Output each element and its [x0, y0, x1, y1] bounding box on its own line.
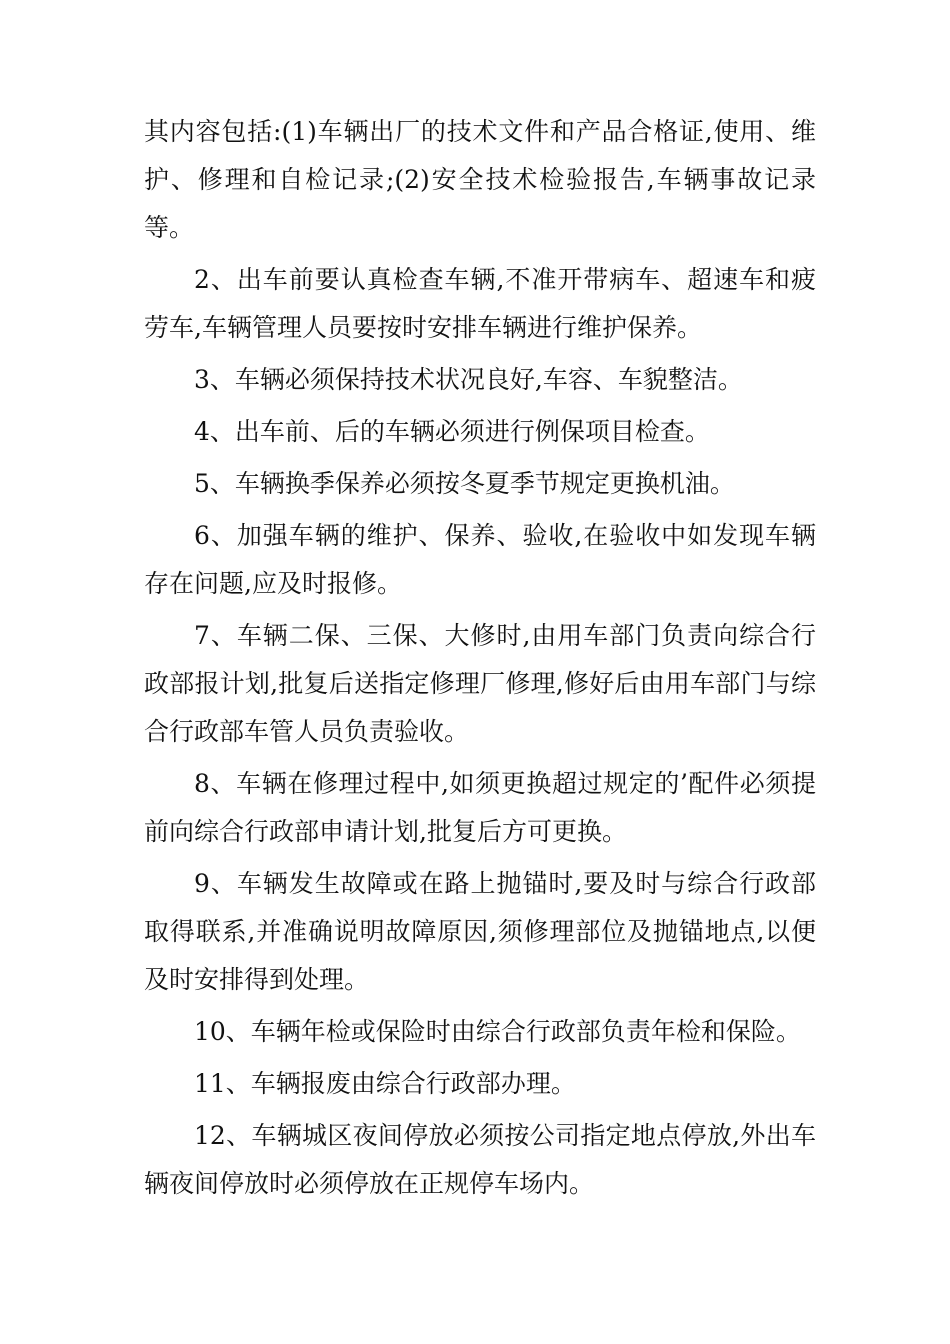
paragraph-item-7: 7、车辆二保、三保、大修时,由用车部门负责向综合行政部报计划,批复后送指定修理厂修理,修好后由用车部门与综合行政部车管人员负责验收。	[144, 621, 816, 746]
paragraph-item-2: 2、出车前要认真检查车辆,不准开带病车、超速车和疲劳车,车辆管理人员要按时安排车辆进行维护保养。	[144, 265, 816, 342]
document-page	[144, 108, 816, 1212]
paragraph-item-3: 3、车辆必须保持技术状况良好,车容、车貌整洁。	[194, 365, 743, 394]
paragraph-item-11: 11、车辆报废由综合行政部办理。	[194, 1069, 576, 1098]
paragraph-item-8: 8、车辆在修理过程中,如须更换超过规定的’配件必须提前向综合行政部申请计划,批复后方可更换。	[144, 769, 816, 846]
paragraph-item-5: 5、车辆换季保养必须按冬夏季节规定更换机油。	[194, 469, 735, 498]
paragraph-item-6: 6、加强车辆的维护、保养、验收,在验收中如发现车辆存在问题,应及时报修。	[144, 521, 816, 598]
paragraph-item-9: 9、车辆发生故障或在路上抛锚时,要及时与综合行政部取得联系,并准确说明故障原因,须修理部位及抛锚地点,以便及时安排得到处理。	[144, 869, 816, 994]
paragraph-item-10: 10、车辆年检或保险时由综合行政部负责年检和保险。	[194, 1017, 801, 1046]
paragraph-item-12: 12、车辆城区夜间停放必须按公司指定地点停放,外出车辆夜间停放时必须停放在正规停车场内。	[144, 1121, 816, 1198]
paragraph-item-4: 4、出车前、后的车辆必须进行例保项目检查。	[194, 417, 710, 446]
paragraph-intro: 其内容包括:(1)车辆出厂的技术文件和产品合格证,使用、维护、修理和自检记录;(2)安全技术检验报告,车辆事故记录等。	[144, 117, 816, 242]
